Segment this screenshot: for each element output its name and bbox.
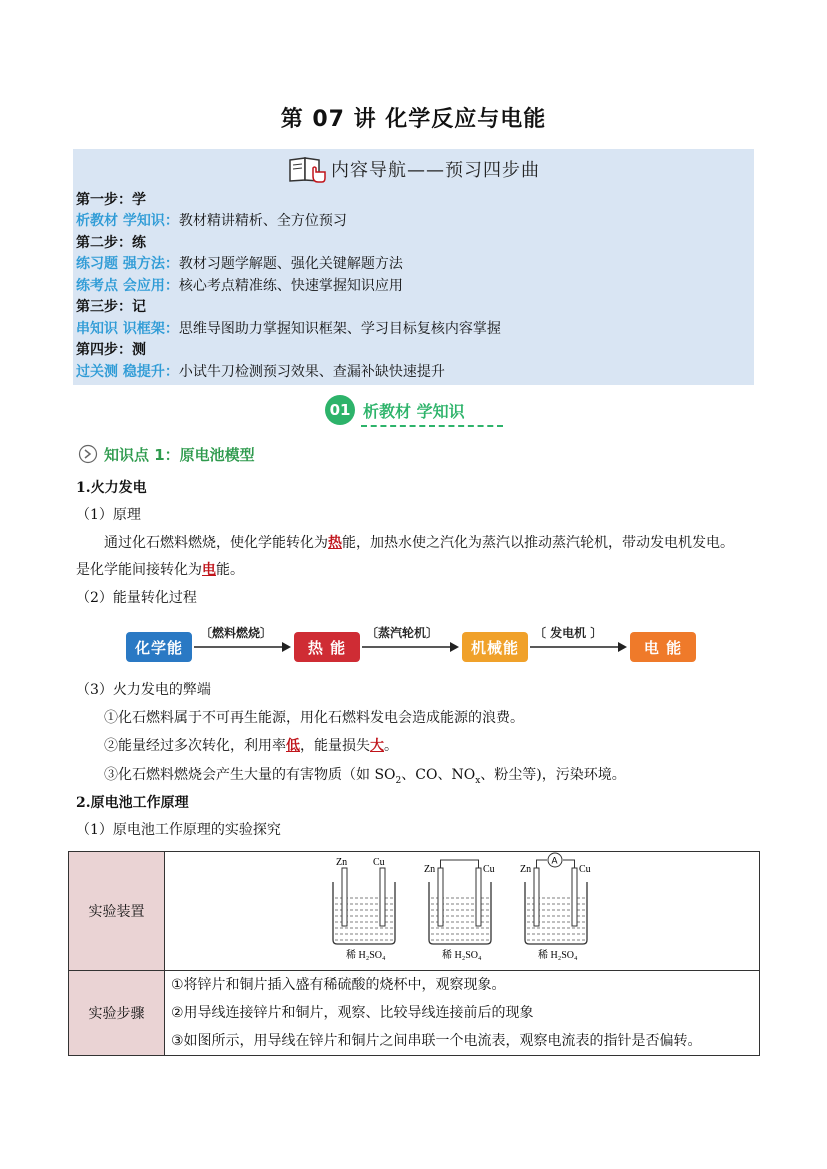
principle-paragraph-line1: 通过化石燃料燃烧，使化学能转化为热能，加热水使之汽化为蒸汽以推动蒸汽轮机，带动发电机发电。: [104, 535, 734, 551]
flow-box-mechanical: 机械能: [462, 632, 528, 662]
flow-label-generator: 〔 发电机 〕: [534, 626, 603, 640]
row-header-steps: 实验步骤: [69, 971, 165, 1056]
experiment-step-3: ③如图所示，用导线在锌片和铜片之间串联一个电流表，观察电流表的指针是否偏转。: [171, 1033, 702, 1049]
beaker-2-caption: 稀 H₂SO₄: [442, 950, 482, 961]
flow-label-combustion: 〔燃料燃烧〕: [200, 626, 273, 640]
beaker-1: [333, 857, 395, 961]
apparatus-diagrams: [165, 852, 759, 966]
beaker-3-caption: 稀 H₂SO₄: [538, 950, 578, 961]
beaker-3-left-electrode: Zn: [520, 864, 532, 875]
flow-box-electric: 电 能: [630, 632, 696, 662]
drawback-3: ③化石燃料燃烧会产生大量的有害物质（如 $SO_2$、CO、$NO_x$、粉尘等)，污染环境。: [104, 767, 626, 786]
beaker-1-right-electrode: Cu: [373, 857, 385, 868]
heading-galvanic-principle: 2.原电池工作原理: [76, 795, 189, 811]
section-label: 析教材 学知识: [363, 402, 465, 421]
nav-item-test: 过关测 稳提升：小试牛刀检测预习效果、查漏补缺快速提升: [76, 364, 445, 380]
subheading-drawbacks: （3）火力发电的弊端: [76, 682, 211, 698]
nav-step-1: 第一步：学: [76, 192, 146, 208]
apparatus-cell: [165, 852, 760, 971]
energy-conversion-flow: [126, 628, 698, 668]
principle-paragraph-line2: 是化学能间接转化为电能。: [76, 562, 244, 578]
beaker-1-left-electrode: Zn: [336, 857, 348, 868]
table-row-steps: [69, 971, 760, 1056]
beaker-3-right-electrode: Cu: [579, 864, 591, 875]
flow-arrow-3: [530, 640, 628, 654]
ammeter-label: A: [551, 855, 558, 866]
nav-item-learn: 析教材 学知识：教材精讲精析、全方位预习: [76, 213, 347, 229]
beaker-2-left-electrode: Zn: [424, 864, 436, 875]
flow-arrow-2: [362, 640, 460, 654]
flow-box-chemical: 化学能: [126, 632, 192, 662]
page-title: 第 07 讲 化学反应与电能: [280, 107, 547, 132]
subheading-energy-process: （2）能量转化过程: [76, 590, 197, 606]
flow-box-heat: 热 能: [294, 632, 360, 662]
beaker-3: [520, 853, 591, 961]
row-header-apparatus: 实验装置: [69, 852, 165, 971]
experiment-table: [68, 851, 760, 1056]
nav-item-apply: 练考点 会应用：核心考点精准练、快速掌握知识应用: [76, 278, 403, 294]
table-row-apparatus: [69, 852, 760, 971]
nav-step-4: 第四步：测: [76, 342, 146, 358]
nav-header-text: 内容导航——预习四步曲: [331, 160, 540, 181]
nav-item-practice: 练习题 强方法：教材习题学解题、强化关键解题方法: [76, 256, 403, 272]
section-banner: [325, 395, 505, 429]
knowledge-point-heading: [78, 442, 255, 466]
chevron-circle-icon: [78, 444, 98, 464]
beaker-2: [424, 860, 495, 961]
subheading-principle: （1）原理: [76, 507, 141, 523]
experiment-step-1: ①将锌片和铜片插入盛有稀硫酸的烧杯中，观察现象。: [171, 977, 506, 993]
beaker-1-caption: 稀 H₂SO₄: [346, 950, 386, 961]
book-pointer-icon: [287, 154, 327, 184]
knowledge-point-title: 知识点 1：原电池模型: [104, 445, 255, 464]
drawback-2: ②能量经过多次转化，利用率低，能量损失大。: [104, 738, 398, 754]
beaker-2-right-electrode: Cu: [483, 864, 495, 875]
content-navigation-box: [73, 149, 754, 385]
nav-step-2: 第二步：练: [76, 235, 146, 251]
subheading-experiment: （1）原电池工作原理的实验探究: [76, 822, 281, 838]
experiment-step-2: ②用导线连接锌片和铜片，观察、比较导线连接前后的现象: [171, 1005, 534, 1021]
flow-arrow-1: [194, 640, 292, 654]
section-underline: [361, 425, 503, 427]
flow-label-steam-turbine: 〔蒸汽轮机〕: [366, 626, 439, 640]
nav-step-3: 第三步：记: [76, 299, 146, 315]
section-number-badge: 01: [325, 395, 355, 425]
nav-header: [73, 153, 754, 185]
nav-item-framework: 串知识 识框架：思维导图助力掌握知识框架、学习目标复核内容掌握: [76, 321, 501, 337]
drawback-1: ①化石燃料属于不可再生能源，用化石燃料发电会造成能源的浪费。: [104, 710, 524, 726]
steps-cell: [165, 971, 760, 1056]
heading-thermal-power: 1.火力发电: [76, 480, 147, 496]
